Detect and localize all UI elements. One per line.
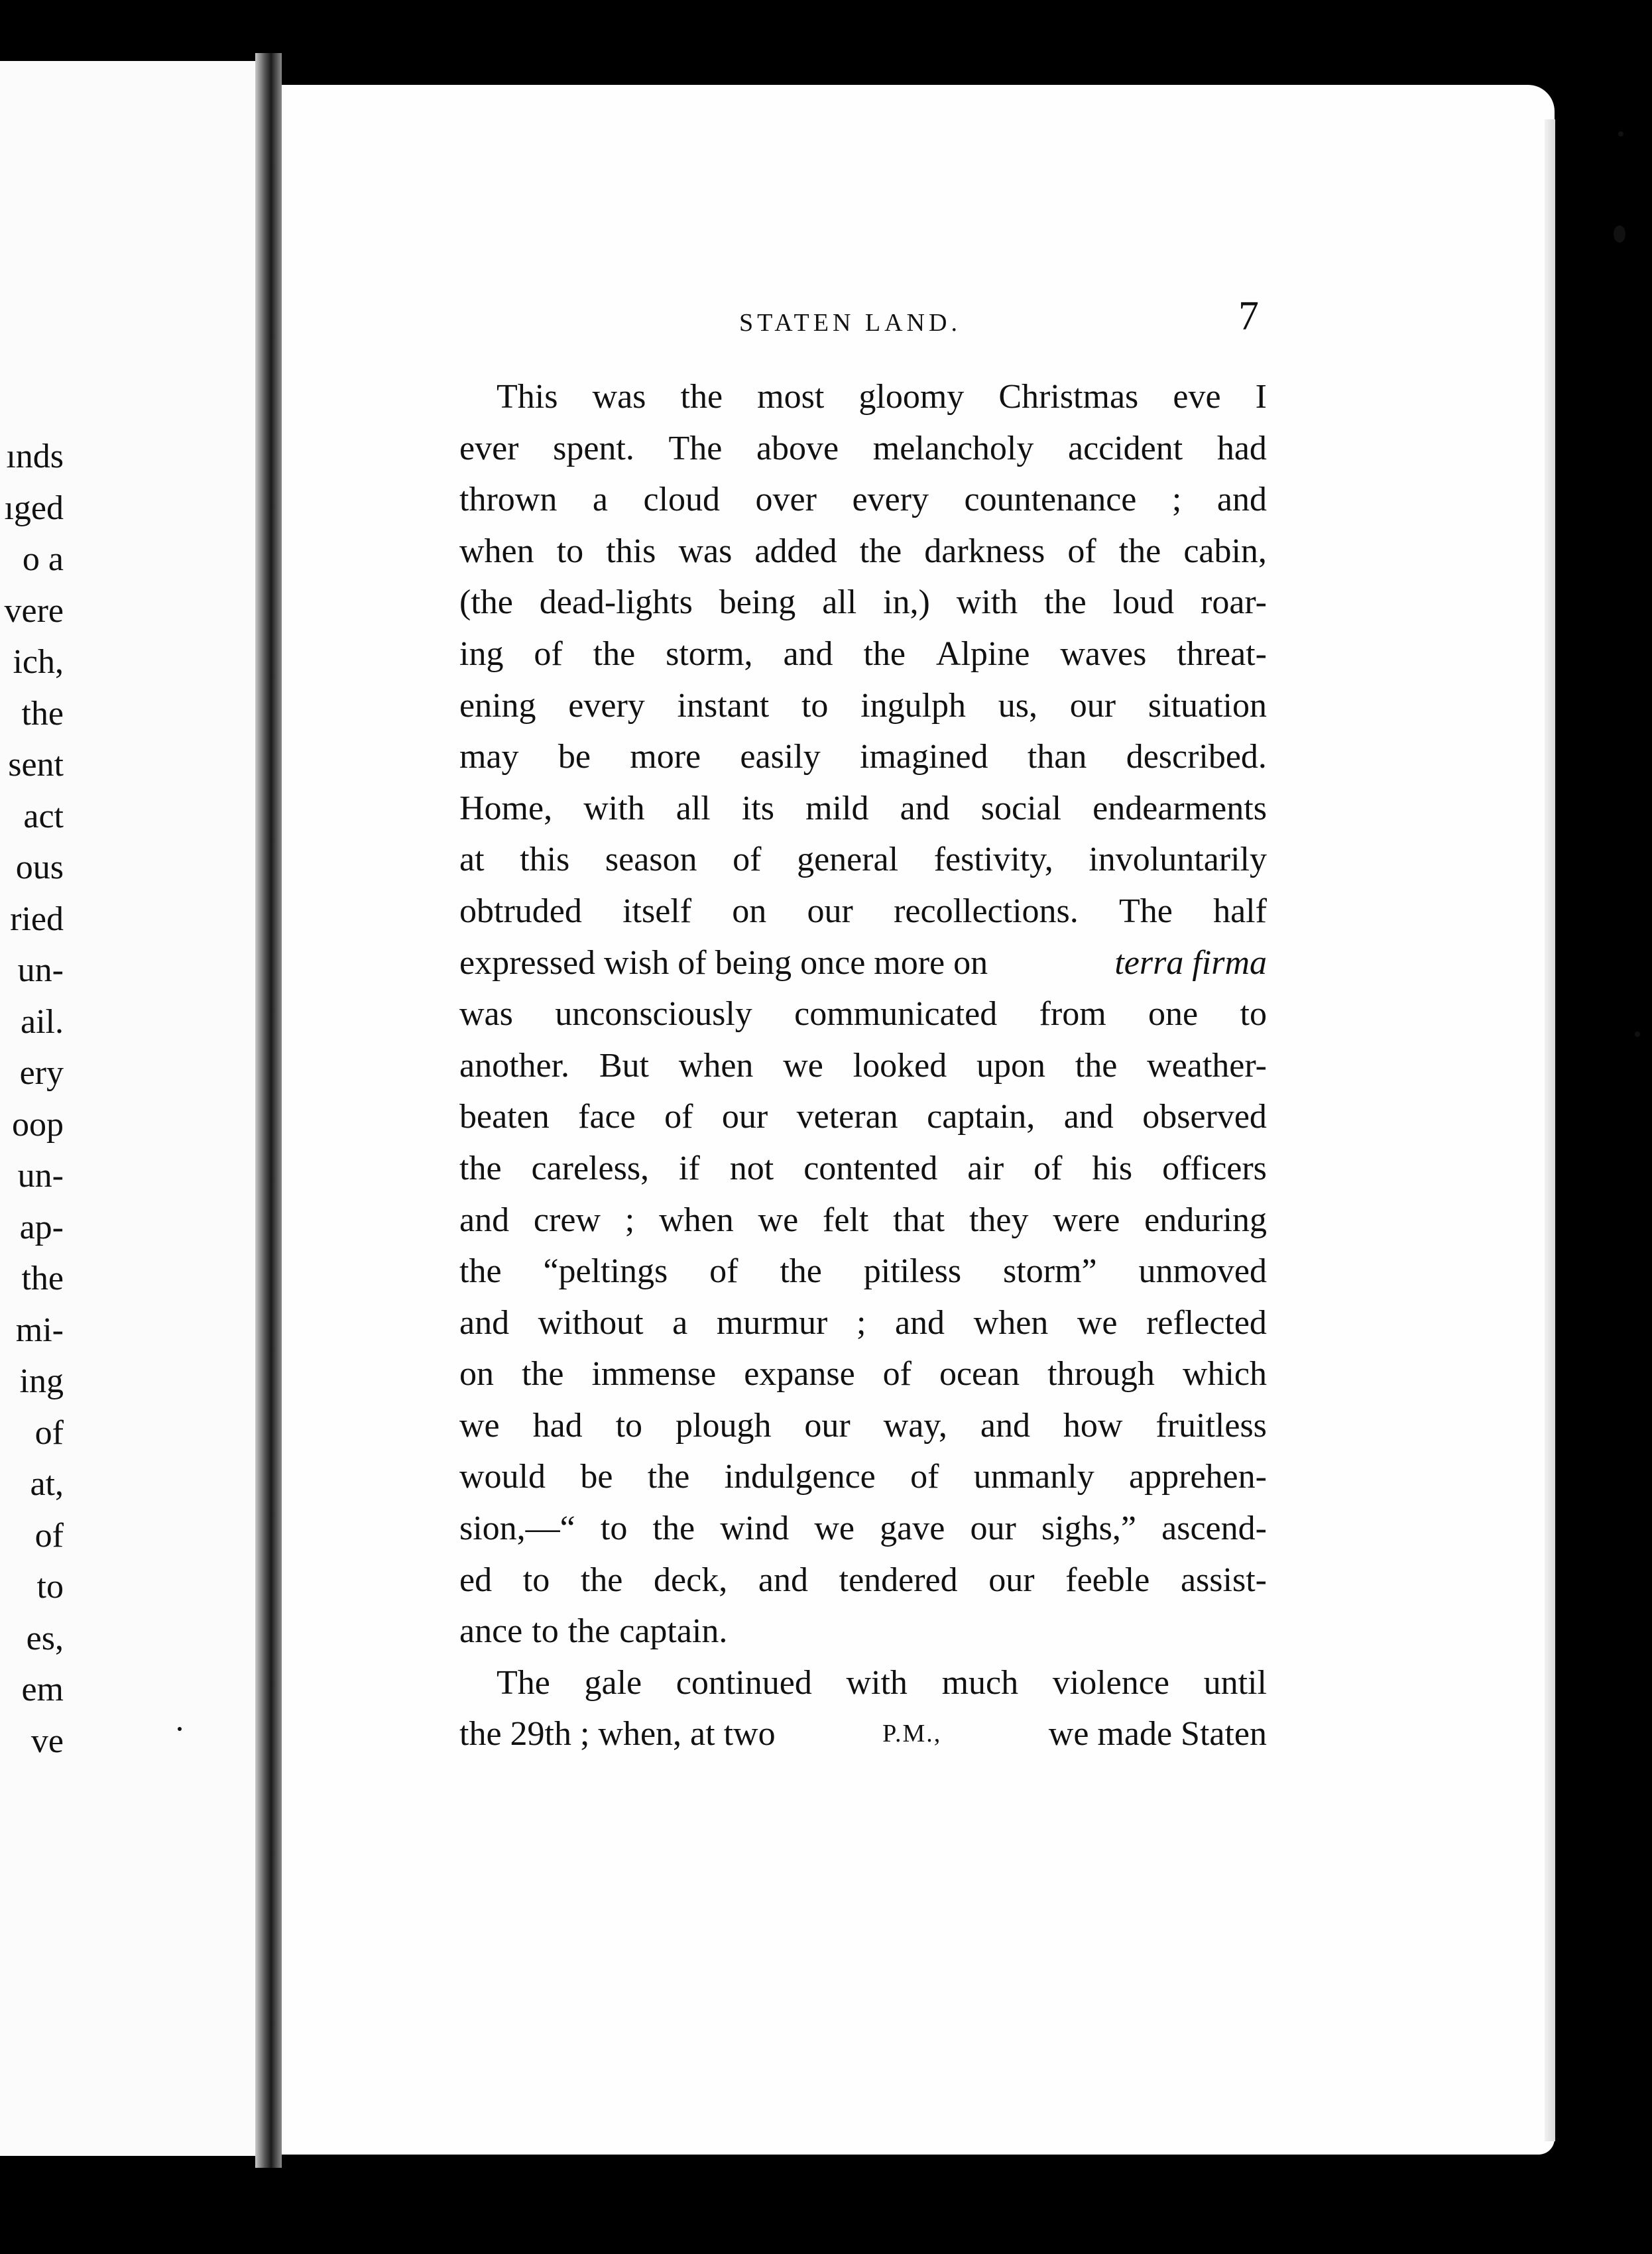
word: above	[756, 429, 839, 467]
left-page-fragment: un-	[17, 951, 64, 989]
word: gave	[880, 1510, 945, 1548]
word: the	[859, 532, 902, 570]
word: continued	[676, 1663, 812, 1702]
word: situation	[1148, 686, 1267, 725]
word: and	[758, 1561, 808, 1599]
word: the	[521, 1355, 564, 1394]
word: storm”	[1003, 1252, 1097, 1291]
text-line	[459, 1297, 1267, 1349]
word: communicated	[794, 995, 998, 1034]
word: ed	[459, 1561, 493, 1599]
word: if	[679, 1149, 700, 1187]
word: of	[733, 841, 762, 879]
word: most	[757, 378, 825, 416]
word: ing	[459, 634, 504, 673]
word: countenance	[964, 481, 1137, 519]
text-line	[459, 1708, 1267, 1760]
left-page-fragment: un-	[17, 1157, 64, 1195]
word: wind	[720, 1510, 790, 1548]
word: not	[729, 1149, 774, 1187]
word: ocean	[939, 1355, 1020, 1394]
word: social	[980, 789, 1062, 827]
word: roar-	[1201, 583, 1267, 622]
word: they	[969, 1201, 1029, 1239]
word: pitiless	[863, 1252, 962, 1291]
text-line	[459, 1555, 1267, 1606]
word: our	[970, 1510, 1016, 1548]
word: was	[592, 378, 646, 416]
left-page	[0, 61, 255, 2156]
left-page-fragment: to	[36, 1568, 64, 1606]
word: that	[893, 1201, 945, 1239]
word: we	[1077, 1303, 1118, 1342]
word: spent.	[553, 429, 634, 467]
left-page-fragment: act	[23, 797, 64, 835]
text-line	[459, 474, 1267, 526]
text-line	[459, 1503, 1267, 1555]
word: without	[538, 1303, 644, 1342]
word: be	[558, 738, 591, 776]
word: ingulph	[860, 686, 967, 725]
book-gutter	[255, 53, 282, 2168]
word: of	[709, 1252, 738, 1291]
word: and	[783, 634, 833, 673]
word: imagined	[860, 738, 988, 776]
word: a	[672, 1303, 688, 1342]
word: indulgence	[724, 1458, 876, 1496]
text-line	[459, 1451, 1267, 1503]
word: had	[532, 1406, 583, 1445]
word: mild	[805, 789, 869, 827]
word: observed	[1142, 1098, 1267, 1136]
word: this	[520, 841, 570, 879]
dust-speck	[178, 1727, 182, 1731]
word: of	[882, 1355, 912, 1394]
word: be	[580, 1458, 613, 1496]
word: much	[941, 1663, 1019, 1702]
word: easily	[740, 738, 821, 776]
word: more	[630, 738, 701, 776]
left-page-fragment: at,	[30, 1465, 64, 1503]
word: instant	[677, 686, 770, 725]
word: had	[1216, 429, 1267, 467]
word: dead-lights	[539, 583, 693, 622]
word: enduring	[1144, 1201, 1267, 1239]
text-line	[459, 937, 1267, 989]
word: season	[605, 841, 697, 879]
word: on	[732, 892, 767, 930]
word: to	[522, 1561, 550, 1599]
word: way,	[883, 1406, 947, 1445]
word: another.	[459, 1046, 570, 1085]
word: and	[900, 789, 950, 827]
text-line	[459, 834, 1267, 886]
text-line	[459, 783, 1267, 835]
word: and	[894, 1303, 945, 1342]
word: all	[676, 789, 711, 827]
word: on	[459, 1355, 494, 1394]
left-page-fragment: oop	[12, 1105, 64, 1144]
left-page-fragment: ve	[30, 1722, 64, 1760]
word: when	[659, 1201, 734, 1239]
word: thrown	[459, 481, 558, 519]
word: Home,	[459, 789, 553, 827]
word: expanse	[744, 1355, 855, 1394]
text-line	[459, 1400, 1267, 1452]
word: and	[459, 1201, 510, 1239]
word: deck,	[654, 1561, 728, 1599]
word: Alpine	[935, 634, 1030, 673]
word: darkness	[924, 532, 1045, 570]
word: the	[863, 634, 906, 673]
word: sighs,”	[1041, 1510, 1136, 1548]
text-line	[459, 988, 1267, 1040]
word: than	[1027, 738, 1087, 776]
word: storm,	[666, 634, 753, 673]
word: the	[567, 1612, 611, 1651]
left-page-fragment: mi-	[15, 1311, 64, 1349]
left-page-fragment: ınds	[6, 438, 64, 475]
word: until	[1203, 1663, 1267, 1702]
word: at	[459, 841, 485, 879]
word: the	[1075, 1046, 1118, 1085]
word: a	[592, 481, 608, 519]
left-page-fragment: ap-	[19, 1208, 64, 1246]
text-line	[459, 577, 1267, 628]
left-page-fragment: the	[21, 694, 64, 733]
text-line	[459, 1348, 1267, 1400]
word: ;	[1171, 481, 1182, 519]
word: weather-	[1147, 1046, 1267, 1085]
dust-speck	[1618, 131, 1623, 137]
word: (the	[459, 583, 513, 622]
left-page-fragment: of	[34, 1413, 64, 1452]
word: to	[600, 1510, 628, 1548]
body-text	[459, 371, 1267, 1760]
text-line	[459, 1606, 1267, 1657]
word: upon	[976, 1046, 1045, 1085]
left-page-fragment: sent	[8, 746, 64, 784]
word: to	[1240, 995, 1267, 1034]
left-page-text-fragments	[0, 431, 64, 1767]
word: contented	[803, 1149, 938, 1187]
text-line	[459, 526, 1267, 577]
word: sion,—“	[459, 1510, 575, 1548]
word: our	[804, 1406, 851, 1445]
word: unconsciously	[555, 995, 752, 1034]
word: from	[1039, 995, 1106, 1034]
word: we	[814, 1510, 855, 1548]
word: of	[910, 1458, 939, 1496]
page-edge	[1545, 119, 1555, 2141]
word: ening	[459, 686, 536, 725]
word: “peltings	[543, 1252, 668, 1291]
running-head: STATEN LAND.	[739, 309, 961, 337]
page-number: 7	[1238, 294, 1259, 339]
word: crew	[533, 1201, 601, 1239]
word: careless,	[531, 1149, 650, 1187]
word: to	[801, 686, 829, 725]
text-line	[459, 1040, 1267, 1092]
text-line	[459, 1091, 1267, 1143]
left-page-fragment: of	[34, 1516, 64, 1555]
left-page-fragment: ous	[15, 849, 64, 886]
word: The	[668, 429, 723, 467]
word: apprehen-	[1129, 1458, 1267, 1496]
word: tendered	[839, 1561, 958, 1599]
word: ;	[856, 1303, 866, 1342]
word: and	[1063, 1098, 1114, 1136]
word: was	[459, 995, 513, 1034]
word: our	[988, 1561, 1035, 1599]
word: the	[580, 1561, 623, 1599]
word: involuntarily	[1089, 841, 1267, 879]
word: was	[678, 532, 733, 570]
word: plough	[676, 1406, 772, 1445]
word: ascend-	[1161, 1510, 1267, 1548]
word: the	[780, 1252, 822, 1291]
word: all	[822, 583, 857, 622]
word: gale	[584, 1663, 642, 1702]
word: captain.	[619, 1612, 728, 1651]
word: us,	[998, 686, 1038, 725]
word: looked	[853, 1046, 947, 1085]
word: eve	[1173, 378, 1221, 416]
word: our	[721, 1098, 768, 1136]
left-page-fragment: em	[21, 1671, 64, 1708]
word: the	[680, 378, 723, 416]
word: endearments	[1092, 789, 1267, 827]
word: I	[1255, 378, 1267, 416]
word: recollections.	[894, 892, 1079, 930]
text-line	[459, 1657, 1267, 1709]
word: and	[980, 1406, 1030, 1445]
text-line	[459, 680, 1267, 732]
text-line	[459, 628, 1267, 680]
word: general	[797, 841, 899, 879]
text-line-start: the 29th ; when, at two	[459, 1715, 776, 1753]
word: ance	[459, 1612, 523, 1651]
word: immense	[591, 1355, 717, 1394]
word: of	[534, 634, 563, 673]
word: face	[578, 1098, 636, 1136]
word: the	[1118, 532, 1161, 570]
word: every	[852, 481, 929, 519]
word: would	[459, 1458, 546, 1496]
text-line	[459, 371, 1267, 423]
word: assist-	[1180, 1561, 1267, 1599]
left-page-fragment: ıged	[4, 489, 64, 527]
word: gloomy	[858, 378, 965, 416]
word: half	[1213, 892, 1267, 930]
word: may	[459, 738, 519, 776]
word: violence	[1052, 1663, 1169, 1702]
word: This	[497, 378, 558, 416]
text-line	[459, 886, 1267, 937]
word: The	[1119, 892, 1173, 930]
left-page-fragment: ich,	[13, 643, 64, 681]
text-line	[459, 423, 1267, 475]
word: the	[1044, 583, 1087, 622]
word: ever	[459, 429, 519, 467]
word: and	[1216, 481, 1267, 519]
word: ;	[624, 1201, 635, 1239]
word: officers	[1162, 1149, 1267, 1187]
left-page-fragment: o a	[22, 540, 64, 578]
word: of	[664, 1098, 693, 1136]
word: melancholy	[872, 429, 1034, 467]
left-page-fragment: ing	[19, 1362, 64, 1400]
word: when	[459, 532, 534, 570]
word: feeble	[1065, 1561, 1150, 1599]
word: with	[956, 583, 1018, 622]
word: felt	[823, 1201, 869, 1239]
word: of	[1033, 1149, 1063, 1187]
word: fruitless	[1155, 1406, 1267, 1445]
left-page-fragment: ery	[19, 1054, 64, 1092]
word: the	[459, 1149, 502, 1187]
text-line-start: expressed wish of being once more on	[459, 943, 988, 982]
word: its	[741, 789, 774, 827]
dust-speck	[1614, 225, 1625, 243]
word: captain,	[927, 1098, 1035, 1136]
word: we	[758, 1201, 799, 1239]
word: added	[754, 532, 837, 570]
word: over	[755, 481, 817, 519]
word: with	[846, 1663, 908, 1702]
word: and	[459, 1303, 510, 1342]
word: one	[1148, 995, 1199, 1034]
word: his	[1092, 1149, 1133, 1187]
word: the	[459, 1252, 502, 1291]
word: obtruded	[459, 892, 582, 930]
word: of	[1067, 532, 1096, 570]
word: beaten	[459, 1098, 550, 1136]
word: through	[1047, 1355, 1155, 1394]
word: itself	[622, 892, 692, 930]
word: being	[719, 583, 796, 622]
word: to	[615, 1406, 643, 1445]
word: the	[652, 1510, 695, 1548]
word: Christmas	[998, 378, 1139, 416]
word: unmoved	[1138, 1252, 1267, 1291]
word: our	[807, 892, 853, 930]
word: described.	[1126, 738, 1267, 776]
dust-speck	[1635, 1032, 1640, 1037]
text-line	[459, 731, 1267, 783]
left-page-fragment: vere	[4, 591, 64, 630]
word: with	[583, 789, 645, 827]
word: to	[556, 532, 584, 570]
word: were	[1053, 1201, 1120, 1239]
word: this	[606, 532, 656, 570]
word: we	[783, 1046, 823, 1085]
word: which	[1182, 1355, 1267, 1394]
word: waves	[1060, 634, 1147, 673]
word: But	[599, 1046, 649, 1085]
word: cabin,	[1183, 532, 1267, 570]
italic-phrase: terra firma	[1114, 943, 1267, 982]
left-page-fragment: ried	[10, 900, 64, 938]
word: loud	[1112, 583, 1175, 622]
word: threat-	[1177, 634, 1267, 673]
word: our	[1069, 686, 1116, 725]
word: the	[593, 634, 636, 673]
word: cloud	[643, 481, 721, 519]
word: unmanly	[973, 1458, 1094, 1496]
text-line-end: we made Staten	[1048, 1715, 1267, 1753]
word: The	[497, 1663, 550, 1702]
word: festivity,	[933, 841, 1053, 879]
left-page-fragment: ail.	[21, 1002, 64, 1041]
word: murmur	[716, 1303, 828, 1342]
word: in,)	[883, 583, 930, 622]
word: air	[967, 1149, 1004, 1187]
left-page-fragment: the	[21, 1260, 64, 1297]
word: when	[973, 1303, 1049, 1342]
time-abbreviation: P.M.,	[882, 1720, 942, 1748]
word: how	[1063, 1406, 1123, 1445]
text-line	[459, 1195, 1267, 1246]
word: accident	[1067, 429, 1183, 467]
left-page-fragment: es,	[26, 1619, 64, 1657]
word: we	[459, 1406, 500, 1445]
text-line	[459, 1143, 1267, 1195]
text-line	[459, 1246, 1267, 1297]
word: to	[532, 1612, 559, 1651]
word: reflected	[1146, 1303, 1267, 1342]
word: when	[678, 1046, 754, 1085]
word: veteran	[796, 1098, 898, 1136]
word: every	[568, 686, 645, 725]
word: the	[647, 1458, 690, 1496]
